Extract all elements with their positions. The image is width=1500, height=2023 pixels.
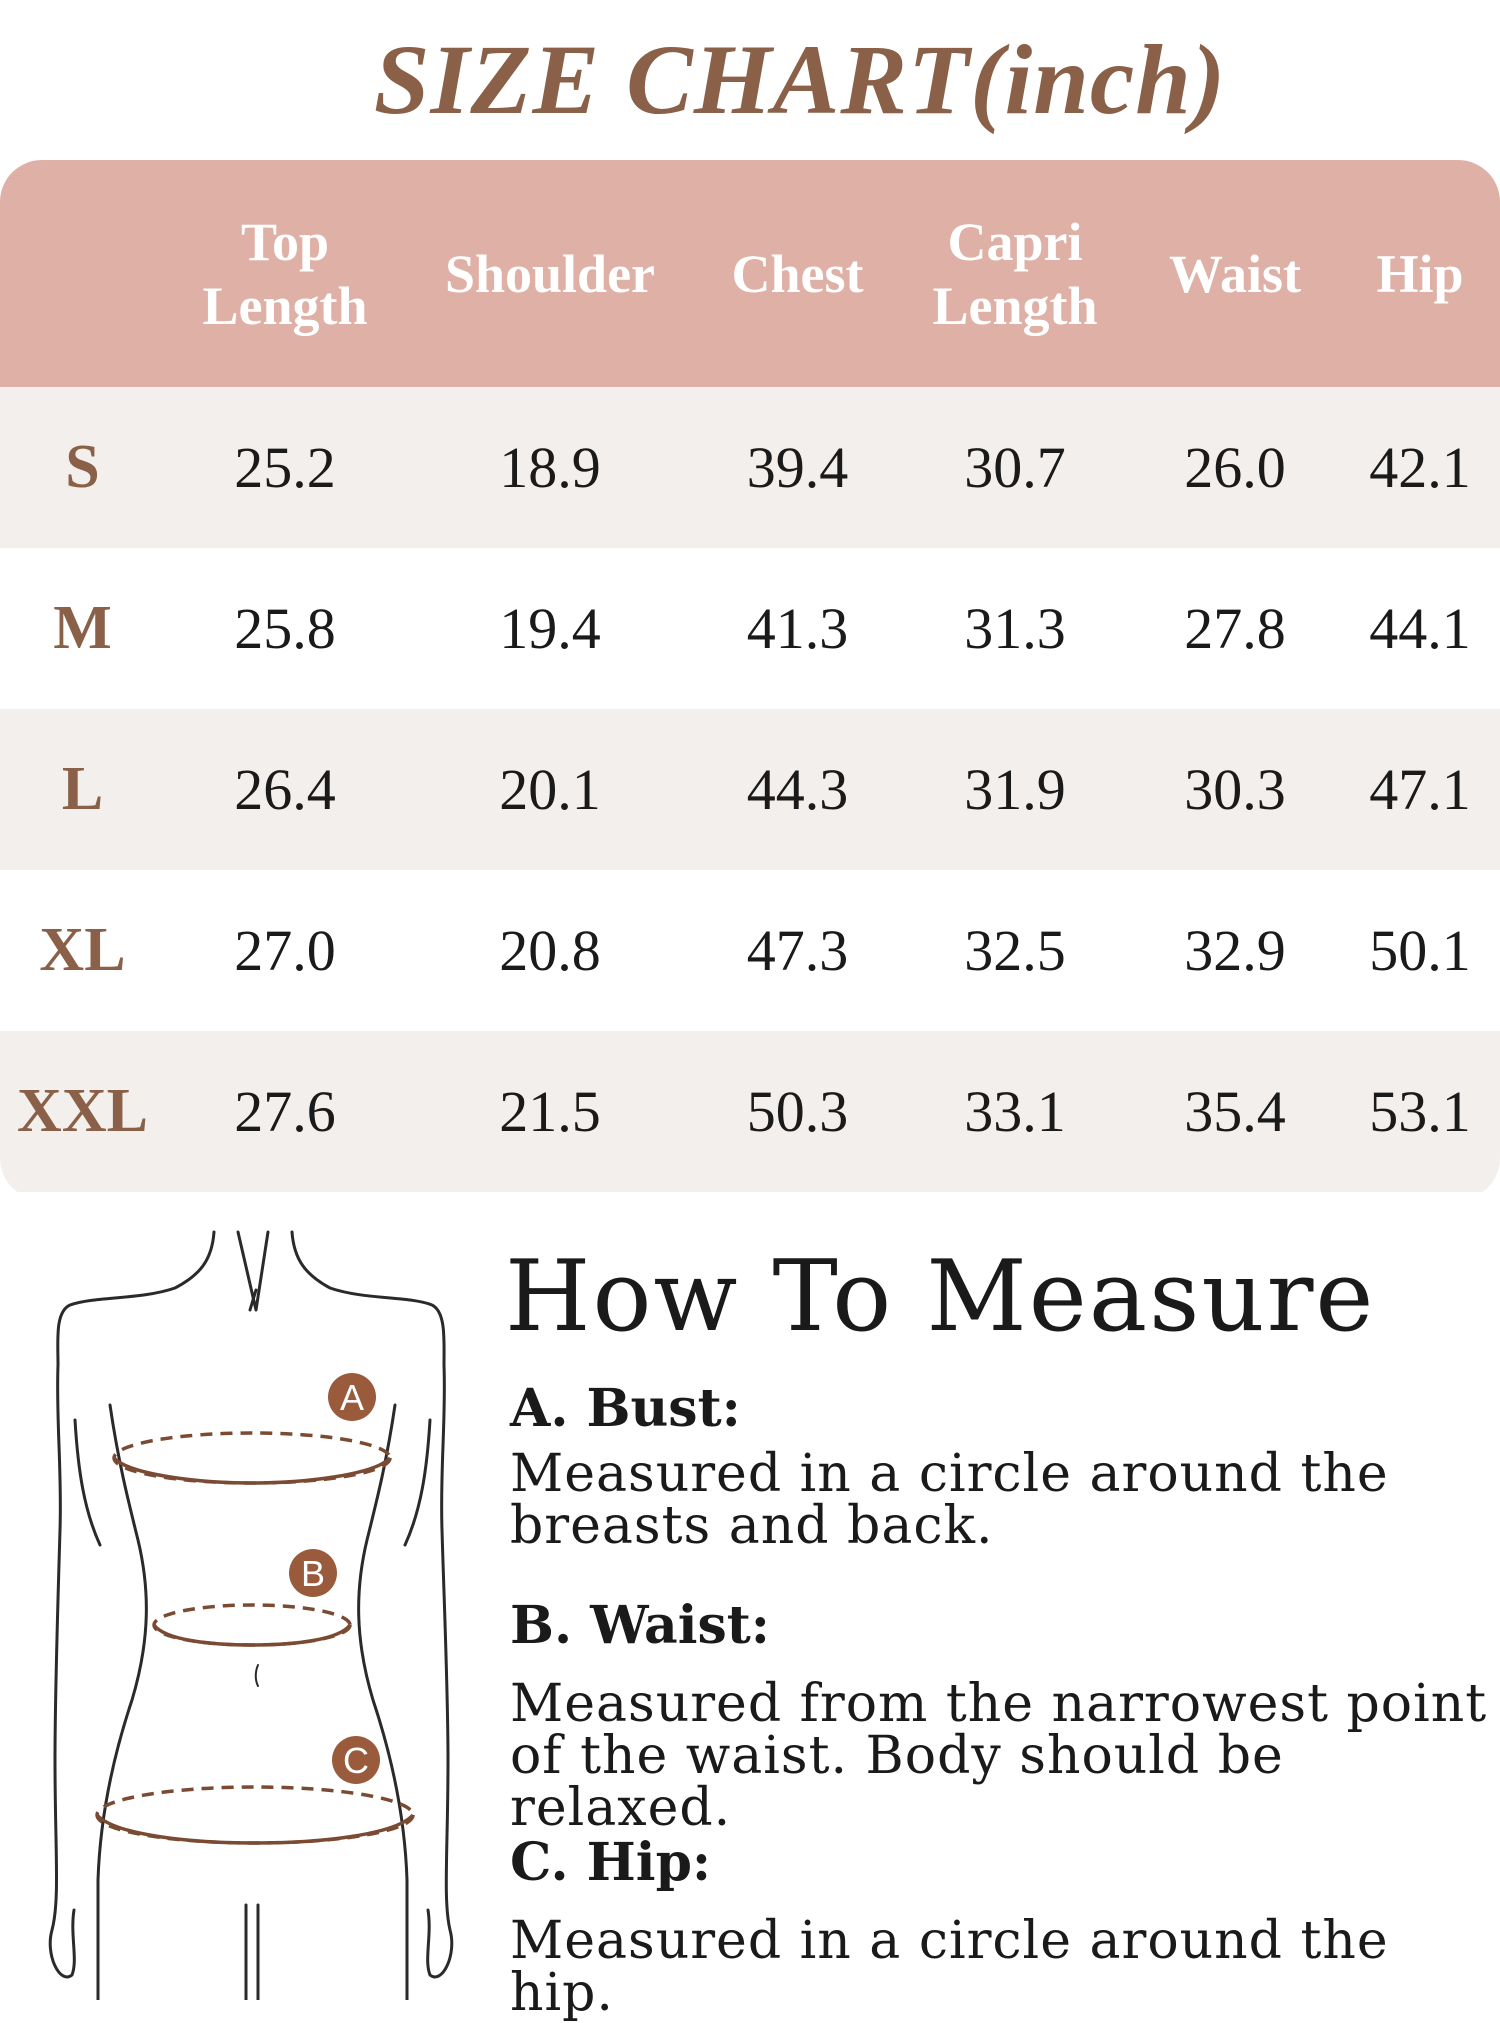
chest-value: 50.3	[746, 1079, 849, 1144]
waist-value: 27.8	[1184, 596, 1286, 661]
waist-value: 30.3	[1184, 757, 1286, 822]
capri-length-value: 33.1	[964, 1079, 1066, 1144]
header-cell-waist: Waist	[1168, 243, 1302, 304]
waist-heading: B. Waist:	[510, 1595, 770, 1656]
shoulder-value: 21.5	[499, 1079, 601, 1144]
size-label: S	[65, 433, 100, 501]
header-cell-shoulder: Shoulder	[444, 243, 656, 304]
size-label: XL	[39, 916, 126, 984]
shoulder-value: 20.1	[499, 757, 601, 822]
capri-length-value: 30.7	[964, 435, 1066, 500]
bust-description: Measured in a circle around the breasts and back.	[510, 1444, 1389, 1556]
how-to-measure-title: How To Measure	[505, 1240, 1376, 1354]
table-header-row	[0, 160, 1500, 387]
hip-description: Measured in a circle around the hip.	[510, 1911, 1389, 2023]
header-cell-capri-length: Capri Length	[932, 211, 1098, 336]
size-label: M	[53, 594, 112, 662]
top-length-value: 27.6	[234, 1079, 336, 1144]
size-chart-table	[0, 160, 1500, 1200]
header-cell-top-length: Top Length	[202, 211, 368, 336]
table-row	[0, 387, 1500, 548]
hip-value: 42.1	[1369, 435, 1471, 500]
capri-length-value: 31.9	[964, 757, 1066, 822]
hip-value: 44.1	[1369, 596, 1471, 661]
chest-value: 44.3	[746, 757, 849, 822]
waist-description: Measured from the narrowest point of the waist. Body should be relaxed.	[510, 1674, 1488, 1838]
chest-value: 47.3	[746, 918, 849, 983]
waist-value: 32.9	[1184, 918, 1286, 983]
marker-a: A	[339, 1377, 365, 1418]
top-length-value: 25.2	[234, 435, 336, 500]
shoulder-value: 19.4	[499, 596, 601, 661]
size-label: L	[61, 755, 104, 823]
header-cell-chest: Chest	[731, 243, 864, 304]
hip-value: 50.1	[1369, 918, 1471, 983]
waist-value: 35.4	[1184, 1079, 1286, 1144]
hip-value: 47.1	[1369, 757, 1471, 822]
shoulder-value: 18.9	[499, 435, 601, 500]
top-length-value: 27.0	[234, 918, 336, 983]
hip-heading: C. Hip:	[510, 1832, 712, 1893]
top-length-value: 25.8	[234, 596, 336, 661]
body-measurement-figure	[0, 1225, 490, 2000]
table-row	[0, 1031, 1500, 1192]
top-length-value: 26.4	[234, 757, 336, 822]
chest-value: 39.4	[746, 435, 849, 500]
marker-c: C	[343, 1740, 369, 1781]
table-row	[0, 870, 1500, 1031]
header-cell-hip: Hip	[1376, 243, 1464, 304]
table-row	[0, 709, 1500, 870]
size-label: XXL	[17, 1077, 148, 1145]
hip-value: 53.1	[1369, 1079, 1471, 1144]
bust-heading: A. Bust:	[510, 1378, 741, 1439]
table-row	[0, 548, 1500, 709]
marker-b: B	[300, 1553, 326, 1594]
capri-length-value: 32.5	[964, 918, 1066, 983]
header-cell-size	[0, 160, 165, 387]
shoulder-value: 20.8	[499, 918, 601, 983]
waist-value: 26.0	[1184, 435, 1286, 500]
capri-length-value: 31.3	[964, 596, 1066, 661]
chest-value: 41.3	[746, 596, 849, 661]
page-title: SIZE CHART(inch)	[373, 24, 1227, 135]
